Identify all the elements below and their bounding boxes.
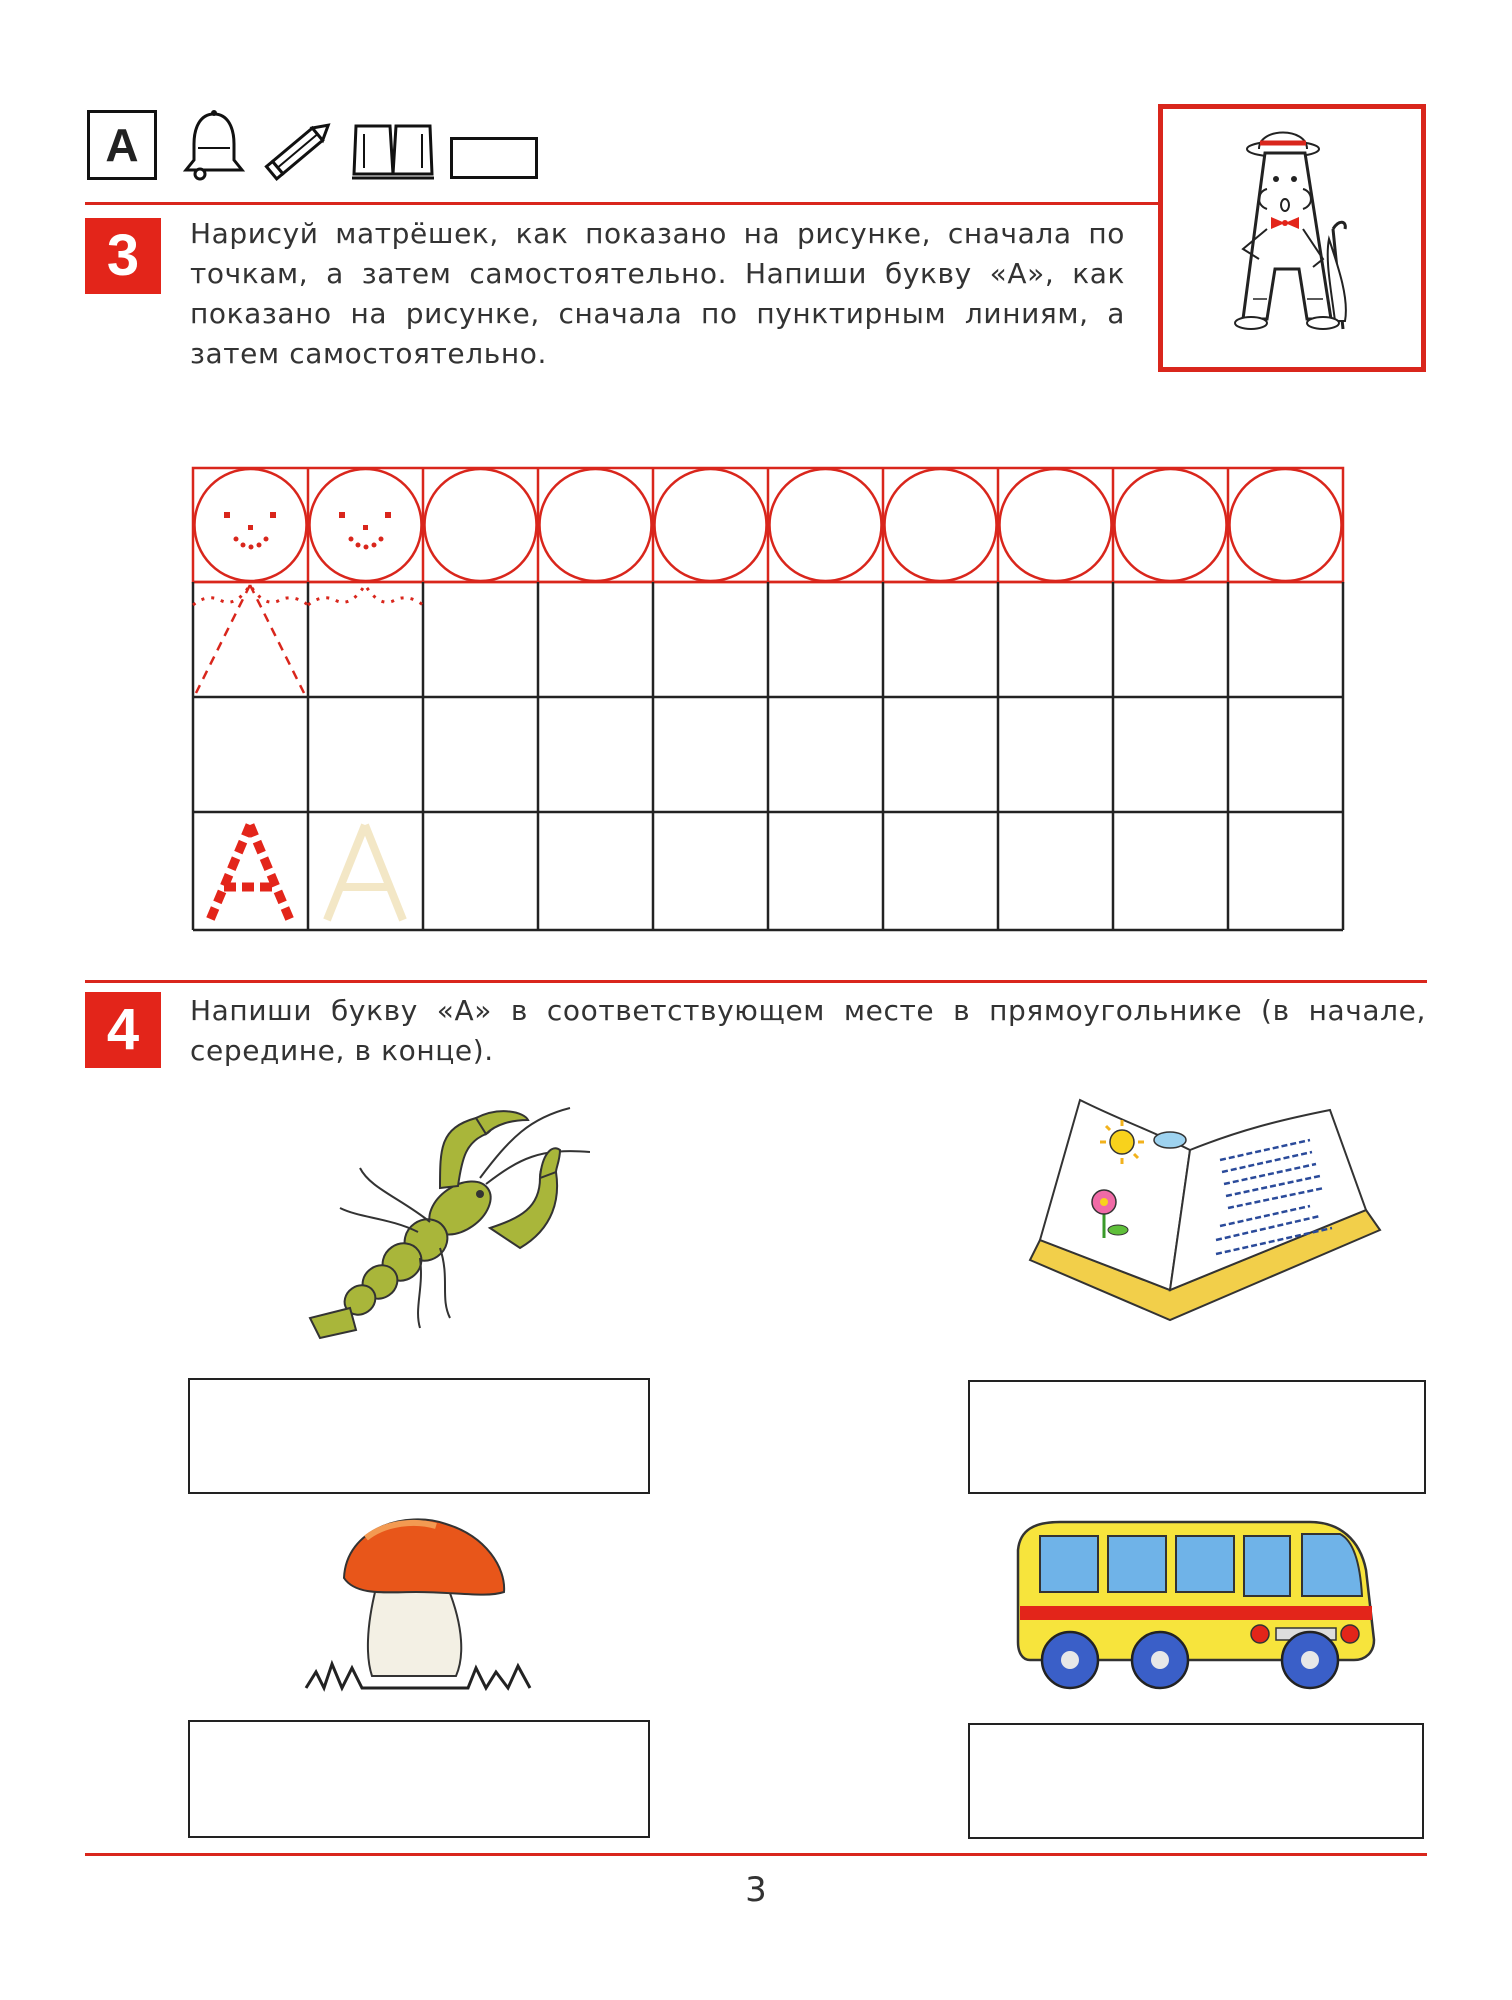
pencil-icon — [258, 116, 340, 186]
answer-box-crayfish[interactable] — [188, 1378, 650, 1494]
page-number: 3 — [745, 1870, 767, 1910]
answer-box-book[interactable] — [968, 1380, 1426, 1494]
dotted-body-2 — [308, 585, 423, 605]
answer-box-bus[interactable] — [968, 1723, 1424, 1839]
bell-icon — [178, 108, 250, 184]
dotted-face-2 — [339, 512, 391, 550]
practice-grid — [190, 465, 1350, 935]
answer-box-mushroom[interactable] — [188, 1720, 650, 1838]
task-4-number: 4 — [85, 992, 161, 1068]
faint-letter-a — [327, 825, 403, 920]
crayfish-picture — [290, 1098, 590, 1350]
letter-a-character-illustration — [1163, 109, 1421, 367]
book-picture — [1020, 1080, 1390, 1360]
task-3-text: Нарисуй матрёшек, как показано на рисунке, сначала по точкам, а затем самостоятельно. Напиши букву «А», как показано на рисунке, сначала по пунктирным линиям, а затем самостоятельно. — [190, 217, 1125, 370]
grid-lines — [193, 468, 1343, 930]
dotted-face-1 — [224, 512, 276, 550]
header-divider — [85, 202, 1158, 205]
book-icon — [350, 116, 436, 182]
task-4-text: Напиши букву «А» в соответствующем месте в прямоугольнике (в начале, середине, в конце). — [190, 994, 1426, 1067]
character-frame — [1158, 104, 1426, 372]
bus-picture — [1010, 1510, 1390, 1700]
empty-header-box — [450, 137, 538, 179]
footer-divider — [85, 1853, 1427, 1856]
letter-box: А — [87, 110, 157, 180]
dotted-body-1 — [193, 585, 308, 693]
task-3-number: 3 — [85, 218, 161, 294]
mushroom-picture — [296, 1508, 546, 1698]
task-4-divider — [85, 980, 1427, 983]
dashed-letter-a — [210, 825, 290, 920]
